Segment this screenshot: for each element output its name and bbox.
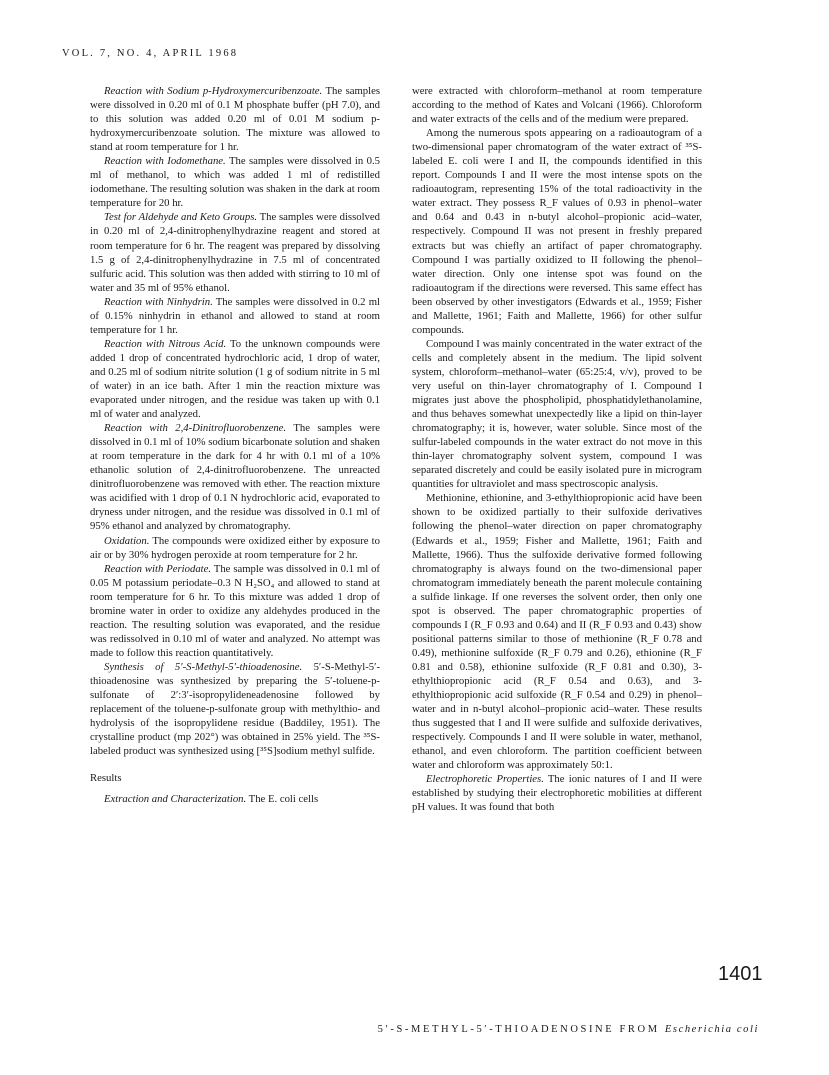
paragraph	[90, 660, 380, 758]
paragraph	[412, 772, 702, 814]
paragraph-text: The sample was dissolved in 0.1 ml of 0.05 M potassium periodate–0.3 N H₂SO₄ and allowed to stand at room temperature for 6 hr. To this mixture was added 1 drop of bromine water in order to oxidize any aldehydes produced in the reaction. The resulting solution was evaporated, and the residue was redissolved in 0.10 ml of water and analyzed. No attempt was made to follow this reaction quantitatively.	[90, 562, 380, 659]
paragraph-heading: Test for Aldehyde and Keto Groups.	[104, 211, 258, 224]
paragraph-heading: Reaction with Periodate.	[104, 562, 212, 575]
paragraph	[90, 84, 380, 154]
paragraph	[90, 534, 380, 562]
paragraph	[412, 491, 702, 772]
footer-organism: Escherichia coli	[664, 1024, 759, 1035]
running-footer	[378, 1024, 759, 1035]
paragraph-text: Compound I was mainly concentrated in the water extract of the cells and completely absent in the medium. The lipid solvent system, chloroform–methanol–water (65:25:4, v/v), proved to be very useful on thin-layer chromatography of I. Compound I migrates just above the phospholipid, phosphatidylethanolamine, and thus behaves somewhat unexpectedly like a lipid on thin-layer chromatography; it is, however, water soluble. Since most of the sulfur-labeled compounds in the water extract do not move in this thin-layer chromatography solvent system, compound I was separated discretely and could be easily isolated pure in microgram quantities for ultraviolet and mass spectroscopic analysis.	[412, 337, 702, 491]
paragraph-text: The samples were dissolved in 0.20 ml of 2,4-dinitrophenylhydrazine reagent and stored at room temperature for 6 hr. The reagent was prepared by dissolving 1.5 g of 2,4-dinitrophenylhydrazine in 7.5 ml of concentrated sulfuric acid. This solution was then added with stirring to 10 ml of water and 35 ml of 95% ethanol.	[90, 211, 380, 294]
paragraph-text: 5′-S-Methyl-5′-thioadenosine was synthesized by preparing the 5′-toluene-p-sulfonate of 2′:3′-isopropylideneadenosine followed by replacement of the toluene-p-sulfonate group with methylthio- and hydrolysis of the isopropylidene residue (Baddiley, 1951). The crystalline product (mp 202°) was obtained in 25% yield. The ³⁵S-labeled product was synthesized using [³⁵S]sodium methyl sulfide.	[90, 660, 380, 758]
paragraph-text: The samples were dissolved in 0.20 ml of 0.1 M phosphate buffer (pH 7.0), and to this solution was added 0.20 ml of 0.01 M sodium p-hydroxymercuribenzoate solution. The mixture was allowed to stand at room temperature for 1 hr.	[90, 85, 380, 154]
paragraph-heading: Reaction with 2,4-Dinitrofluorobenzene.	[104, 422, 287, 435]
paragraph	[412, 337, 702, 492]
paragraph-text: Methionine, ethionine, and 3-ethylthiopropionic acid have been shown to be oxidized partially to their sulfoxide derivatives following the phenol–water direction on paper chromatography (Edwards et al., 1959; Fisher and Mallette, 1961; Faith and Mallette, 1966). Thus the sulfoxide derivative formed following chromatography is always found on the two-dimensional paper chromatogram immediately beneath the parent molecule containing a sulfide linkage. If one reverses the solvent order, then only one spot is observed. The paper chromatographic properties of compounds I (R_F 0.93 and 0.64) and II (R_F 0.93 and 0.43) show positional patterns similar to those of methionine (R_F 0.78 and 0.49), methionine sulfoxide (R_F 0.79 and 0.26), ethionine (R_F 0.81 and 0.58), ethionine sulfoxide (R_F 0.81 and 0.30), 3-ethylthiopropionic acid (R_F 0.54 and 0.63), and 3-ethylthiopropionic acid sulfoxide (R_F 0.54 and 0.29) in phenol–water and in n-butyl alcohol–propionic acid–water. These results thus suggested that I and II were sulfide and sulfoxide derivatives, respectively. Compounds I and II were soluble in water, methanol, ethanol, and even chloroform. The partition coefficient between water and chloroform was approximately 50:1.	[412, 492, 702, 772]
paragraph-heading: Electrophoretic Properties.	[426, 773, 544, 786]
paragraph-text: were extracted with chloroform–methanol at room temperature according to the method of Kates and Volcani (1966). Chloroform and water extracts of the cells and of the medium were prepared.	[412, 85, 702, 126]
paragraph	[90, 337, 380, 421]
paragraph-heading: Reaction with Ninhydrin.	[104, 295, 213, 308]
paragraph-heading: Reaction with Nitrous Acid.	[104, 337, 227, 350]
paragraph-text: The samples were dissolved in 0.1 ml of 10% sodium bicarbonate solution and shaken at room temperature in the dark for 4 hr with 0.1 ml of a 10% ethanolic solution of 2,4-dinitrofluorobenzene. The unreacted dinitrofluorobenzene was removed with ether. The reaction mixture was acidified with 1 drop of 0.1 N hydrochloric acid, evaporated to dryness under nitrogen, and the residue was dissolved in 0.1 ml of 95% ethanol and analyzed by chromatography.	[90, 422, 381, 533]
right-column	[412, 84, 702, 814]
results-heading: Results	[90, 772, 122, 785]
paragraph	[90, 562, 380, 660]
paragraph-text: The samples were dissolved in 0.5 ml of methanol, to which was added 1 ml of redistilled iodomethane. The resulting solution was shaken in the dark at room temperature for 20 hr.	[90, 155, 380, 210]
paragraph	[90, 154, 380, 210]
paragraph-text: The ionic natures of I and II were established by studying their electrophoretic mobilities at different pH values. It was found that both	[412, 773, 702, 814]
paragraph-heading: Extraction and Characterization.	[104, 793, 247, 806]
paragraph-text: Among the numerous spots appearing on a radioautogram of a two-dimensional paper chromatogram of the water extract of ³⁵S-labeled E. coli were I and II, the compounds identified in this report. Compounds I and II were the most intense spots on the radioautogram, representing 15% of the total radioactivity in the water extract. They possess R_F values of 0.93 in phenol–water and 0.64 and 0.43 in n-butyl alcohol–propionic acid–water, respectively. Compound II was not present in freshly prepared extracts but was chiefly an artifact of paper chromatography. Compound I was partially oxidized to II following the phenol–water direction. Only one intense spot was found on the radioautogram if the directions were reversed. This same effect has been observed by other investigators (Edwards et al., 1959; Fisher and Mallette, 1961; Faith and Mallette, 1966) for other sulfur compounds.	[412, 127, 702, 336]
running-header: VOL. 7, NO. 4, APRIL 1968	[62, 48, 239, 59]
paragraph	[90, 295, 380, 337]
paragraph	[412, 84, 702, 126]
paragraph-heading: Reaction with Iodomethane.	[104, 155, 226, 168]
paragraph-heading: Synthesis of 5′-S-Methyl-5′-thioadenosine.	[104, 660, 303, 673]
paragraph-text: To the unknown compounds were added 1 drop of concentrated hydrochloric acid, 1 drop of water, and 0.25 ml of sodium nitrite solution (1 g of sodium nitrite in 5 ml of water) in an ice bath. After 1 min the reaction mixture was evaporated under nitrogen, and the residue was taken up with 0.1 ml of water and analyzed.	[90, 337, 380, 421]
paragraph-text: The samples were dissolved in 0.2 ml of 0.15% ninhydrin in ethanol and allowed to stand at room temperature for 1 hr.	[90, 295, 380, 336]
paragraph-text: The compounds were oxidized either by exposure to air or by 30% hydrogen peroxide at room temperature for 2 hr.	[90, 534, 380, 561]
footer-title: 5′-S-METHYL-5′-THIOADENOSINE FROM	[377, 1024, 665, 1035]
paragraph	[90, 421, 380, 533]
paragraph	[90, 210, 380, 294]
paragraph-heading: Reaction with Sodium p-Hydroxymercuribenzoate.	[104, 85, 323, 97]
left-column	[90, 84, 380, 806]
paragraph	[412, 126, 702, 337]
paragraph-heading: Oxidation.	[104, 534, 150, 547]
paragraph-text: The E. coli cells	[246, 793, 319, 806]
results-first-paragraph	[90, 792, 380, 806]
page-number: 1401	[718, 963, 763, 985]
